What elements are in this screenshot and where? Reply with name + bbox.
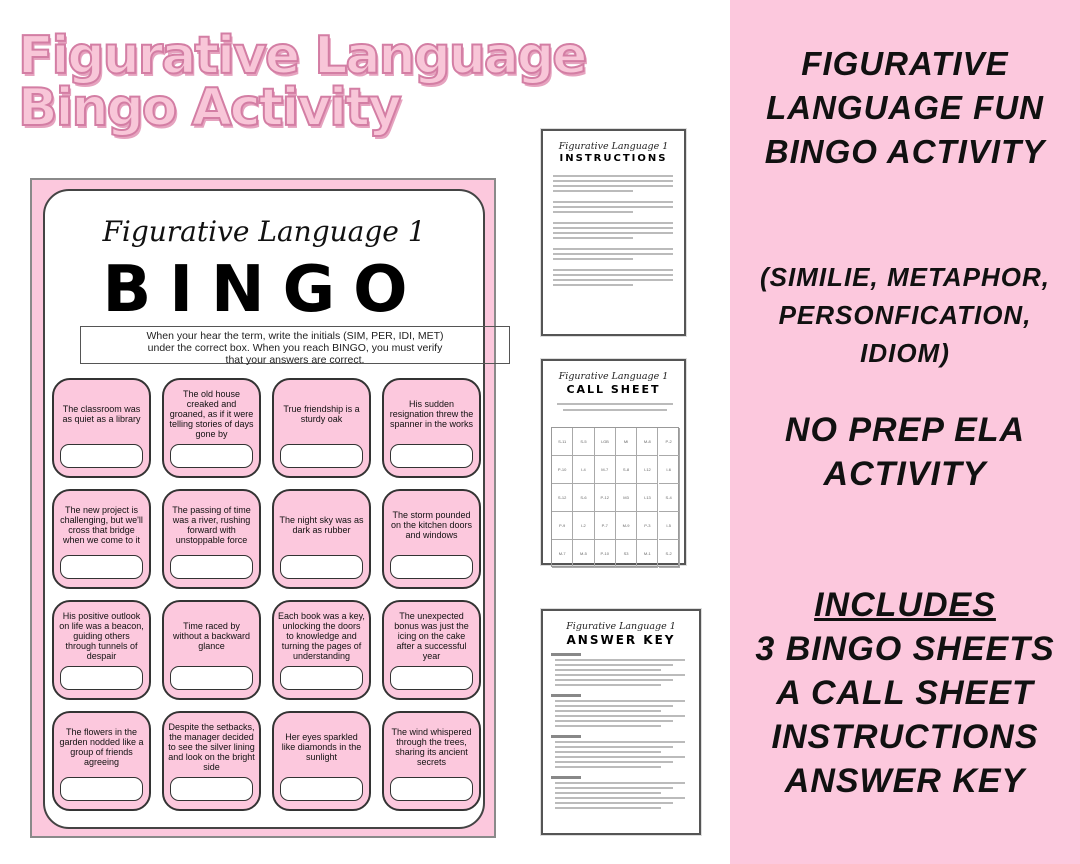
thumbnail-text-line	[553, 253, 673, 255]
call-sheet-cell: S-6	[573, 484, 594, 512]
bingo-cell-text: Each book was a key, unlocking the doors to knowledge and turning the pages of understanding	[278, 611, 365, 661]
thumbnail-text-line	[551, 776, 581, 779]
bingo-sheet	[30, 178, 496, 838]
bingo-cell-text: The storm pounded on the kitchen doors and windows	[390, 510, 473, 540]
bingo-cell-answer-box	[390, 777, 473, 801]
bingo-cell	[162, 489, 261, 589]
bingo-cell-answer-box	[60, 444, 143, 468]
bingo-cell-answer-box	[60, 666, 143, 690]
thumbnail-text-line	[555, 751, 661, 753]
bingo-cell-answer-box	[390, 555, 473, 579]
bingo-cell	[162, 600, 261, 700]
includes-list	[730, 583, 1080, 803]
bingo-cell-answer-box	[280, 444, 363, 468]
thumbnail-text-line	[555, 710, 661, 712]
thumbnail-text-line	[553, 248, 673, 250]
no-prep-line-1: NO PREP ELA	[784, 411, 1026, 449]
thumbnail-text-line	[555, 792, 661, 794]
thumbnail-text-line	[553, 175, 673, 177]
thumbnail-text-line	[555, 674, 685, 676]
thumbnail-text-line	[553, 206, 673, 208]
thumbnail-text-line	[553, 222, 673, 224]
call-sheet-cell: I-2	[573, 512, 594, 540]
bingo-cell-answer-box	[60, 777, 143, 801]
call-sheet-cell: S-11	[552, 428, 573, 456]
bingo-cell-text: The old house creaked and groaned, as if it were telling stories of days gone by	[169, 389, 254, 439]
main-title-line-2: Bingo Activity	[18, 78, 400, 138]
thumbnail-text-line	[555, 761, 673, 763]
product-title-line-1: FIGURATIVE	[801, 45, 1009, 82]
call-sheet-cell: P-2	[659, 428, 680, 456]
thumbnail-text-line	[553, 211, 633, 213]
answer-key-thumbnail-script: Figurative Language 1	[566, 621, 676, 632]
thumbnail-text-line	[555, 705, 673, 707]
thumbnail-text-line	[555, 797, 685, 799]
bingo-cell	[52, 711, 151, 811]
call-sheet-thumbnail	[541, 359, 686, 565]
call-sheet-cell: P-10	[595, 540, 616, 568]
thumbnail-text-line	[555, 766, 661, 768]
topics-list	[730, 258, 1080, 372]
call-sheet-cell: M-7	[552, 540, 573, 568]
includes-heading: INCLUDES	[814, 586, 996, 624]
bingo-cell-text: The unexpected bonus was just the icing on the cake after a successful year	[394, 611, 469, 661]
bingo-cell-text: The flowers in the garden nodded like a group of friends agreeing	[59, 727, 144, 767]
call-sheet-thumbnail-heading: CALL SHEET	[566, 383, 661, 396]
call-sheet-cell: I-12	[637, 456, 658, 484]
bingo-cell-answer-box	[170, 666, 253, 690]
bingo-cell-text: Time raced by without a backward glance	[172, 621, 251, 651]
bingo-cell	[52, 378, 151, 478]
thumbnail-text-line	[553, 227, 673, 229]
thumbnail-text-line	[553, 274, 673, 276]
no-prep-line-2: ACTIVITY	[823, 455, 987, 493]
bingo-cell	[52, 600, 151, 700]
call-sheet-cell: P-7	[595, 512, 616, 540]
call-sheet-cell: M-5	[573, 540, 594, 568]
call-sheet-cell: I-4	[573, 456, 594, 484]
topics-line-1: (SIMILIE, METAPHOR,	[759, 262, 1051, 292]
right-panel	[730, 0, 1080, 864]
includes-item-4: ANSWER KEY	[784, 762, 1026, 800]
call-sheet-cell: P-9	[552, 512, 573, 540]
thumbnail-text-line	[553, 237, 633, 239]
bingo-cell-text: His positive outlook on life was a beacon, guiding others through tunnels of despair	[59, 611, 144, 661]
bingo-cell	[382, 489, 481, 589]
bingo-cell-answer-box	[280, 777, 363, 801]
product-title-line-2: LANGUAGE FUN	[766, 89, 1044, 126]
no-prep-label	[730, 408, 1080, 496]
bingo-cell-answer-box	[170, 555, 253, 579]
thumbnail-text-line	[553, 201, 673, 203]
call-sheet-cell: S-2	[659, 540, 680, 568]
bingo-cell-answer-box	[170, 777, 253, 801]
bingo-cell	[162, 711, 261, 811]
instructions-thumbnail	[541, 129, 686, 336]
thumbnail-text-line	[555, 787, 673, 789]
bingo-cell-text: The night sky was as dark as rubber	[279, 515, 364, 535]
call-sheet-cell: I-13	[637, 484, 658, 512]
thumbnail-text-line	[555, 746, 673, 748]
product-title-line-3: BINGO ACTIVITY	[764, 133, 1046, 170]
call-sheet-cell: P-10	[552, 456, 573, 484]
call-sheet-cell: M-7	[595, 456, 616, 484]
thumbnail-text-line	[555, 669, 661, 671]
thumbnail-text-line	[555, 664, 673, 666]
thumbnail-text-line	[555, 782, 685, 784]
thumbnail-text-line	[555, 684, 661, 686]
thumbnail-text-line	[555, 756, 685, 758]
bingo-cell	[272, 489, 371, 589]
call-sheet-cell: M-8	[637, 428, 658, 456]
call-sheet-thumbnail-script: Figurative Language 1	[558, 371, 669, 382]
bingo-cell-answer-box	[280, 666, 363, 690]
call-sheet-cell: MI	[616, 428, 637, 456]
bingo-cell-text: The classroom was as quiet as a library	[62, 404, 141, 424]
thumbnail-text-line	[553, 232, 673, 234]
includes-item-3: INSTRUCTIONS	[771, 718, 1039, 756]
thumbnail-text-line	[555, 807, 661, 809]
main-title	[18, 26, 658, 138]
call-sheet-grid	[551, 427, 679, 567]
thumbnail-text-line	[553, 284, 633, 286]
main-title-line-1: Figurative Language	[18, 26, 586, 86]
thumbnail-text-line	[553, 185, 673, 187]
bingo-cell-text: The wind whispered through the trees, sharing its ancient secrets	[391, 727, 472, 767]
bingo-sheet-script-title: Figurative Language 1	[102, 215, 426, 248]
call-sheet-cell: M-9	[616, 512, 637, 540]
bingo-cell	[52, 489, 151, 589]
thumbnail-text-line	[555, 802, 673, 804]
call-sheet-cell: M-1	[637, 540, 658, 568]
answer-key-thumbnail-heading: ANSWER KEY	[566, 633, 676, 647]
call-sheet-cell: S-4	[659, 484, 680, 512]
bingo-cell-answer-box	[170, 444, 253, 468]
thumbnail-text-line	[555, 715, 685, 717]
bingo-cell-text: Her eyes sparkled like diamonds in the sunlight	[281, 732, 362, 762]
bingo-cell	[382, 378, 481, 478]
product-title	[730, 42, 1080, 174]
bingo-cell-text: His sudden resignation threw the spanner in the works	[389, 399, 474, 429]
bingo-instructions	[80, 326, 510, 364]
thumbnail-text-line	[555, 725, 661, 727]
thumbnail-text-line	[555, 679, 673, 681]
thumbnail-text-line	[553, 190, 633, 192]
thumbnail-text-line	[555, 720, 673, 722]
topics-line-3: IDIOM)	[860, 338, 950, 368]
instructions-thumbnail-heading: INSTRUCTIONS	[559, 153, 668, 164]
call-sheet-cell: S-5	[573, 428, 594, 456]
bingo-cell-text: True friendship is a sturdy oak	[283, 404, 360, 424]
bingo-cell-text: The passing of time was a river, rushing forward with unstoppable force	[172, 505, 251, 545]
bingo-cell-answer-box	[390, 444, 473, 468]
bingo-heading: BINGO	[102, 253, 426, 327]
thumbnail-text-line	[553, 258, 633, 260]
bingo-instructions-line-2: under the correct box. When you reach BINGO, you must verify	[147, 342, 443, 354]
bingo-cell-answer-box	[390, 666, 473, 690]
includes-item-1: 3 BINGO SHEETS	[755, 630, 1055, 668]
thumbnail-text-line	[553, 279, 673, 281]
bingo-instructions-line-3: that your answers are correct.	[225, 354, 365, 366]
call-sheet-cell: S-12	[552, 484, 573, 512]
thumbnail-text-line	[553, 180, 673, 182]
call-sheet-cell: P-12	[595, 484, 616, 512]
thumbnail-text-line	[553, 269, 673, 271]
bingo-cell-text: Despite the setbacks, the manager decided to see the silver lining and look on the bright side	[168, 722, 255, 772]
bingo-cell-answer-box	[280, 555, 363, 579]
bingo-cell	[272, 600, 371, 700]
instructions-thumbnail-script: Figurative Language 1	[558, 141, 669, 152]
thumbnail-text-line	[551, 653, 581, 656]
call-sheet-cell: P-3	[637, 512, 658, 540]
answer-key-thumbnail	[541, 609, 701, 835]
thumbnail-text-line	[555, 741, 685, 743]
bingo-cell	[382, 711, 481, 811]
thumbnail-text-line	[551, 735, 581, 738]
thumbnail-text-line	[551, 694, 581, 697]
call-sheet-cell: I-6	[659, 456, 680, 484]
call-sheet-cell: I-GB	[595, 428, 616, 456]
topics-line-2: PERSONFICATION,	[778, 300, 1032, 330]
bingo-cell	[162, 378, 261, 478]
bingo-instructions-line-1: When your hear the term, write the initials (SIM, PER, IDI, MET)	[146, 330, 444, 342]
bingo-cell	[272, 711, 371, 811]
includes-item-2: A CALL SHEET	[776, 674, 1034, 712]
call-sheet-cell: S-8	[616, 456, 637, 484]
call-sheet-cell: S3	[616, 540, 637, 568]
call-sheet-cell: I-5	[659, 512, 680, 540]
bingo-cell-text: The new project is challenging, but we'll cross that bridge when we come to it	[60, 505, 143, 545]
bingo-cell-answer-box	[60, 555, 143, 579]
call-sheet-cell: M3	[616, 484, 637, 512]
thumbnail-text-line	[555, 700, 685, 702]
thumbnail-text-line	[555, 659, 685, 661]
bingo-cell	[272, 378, 371, 478]
bingo-cell	[382, 600, 481, 700]
